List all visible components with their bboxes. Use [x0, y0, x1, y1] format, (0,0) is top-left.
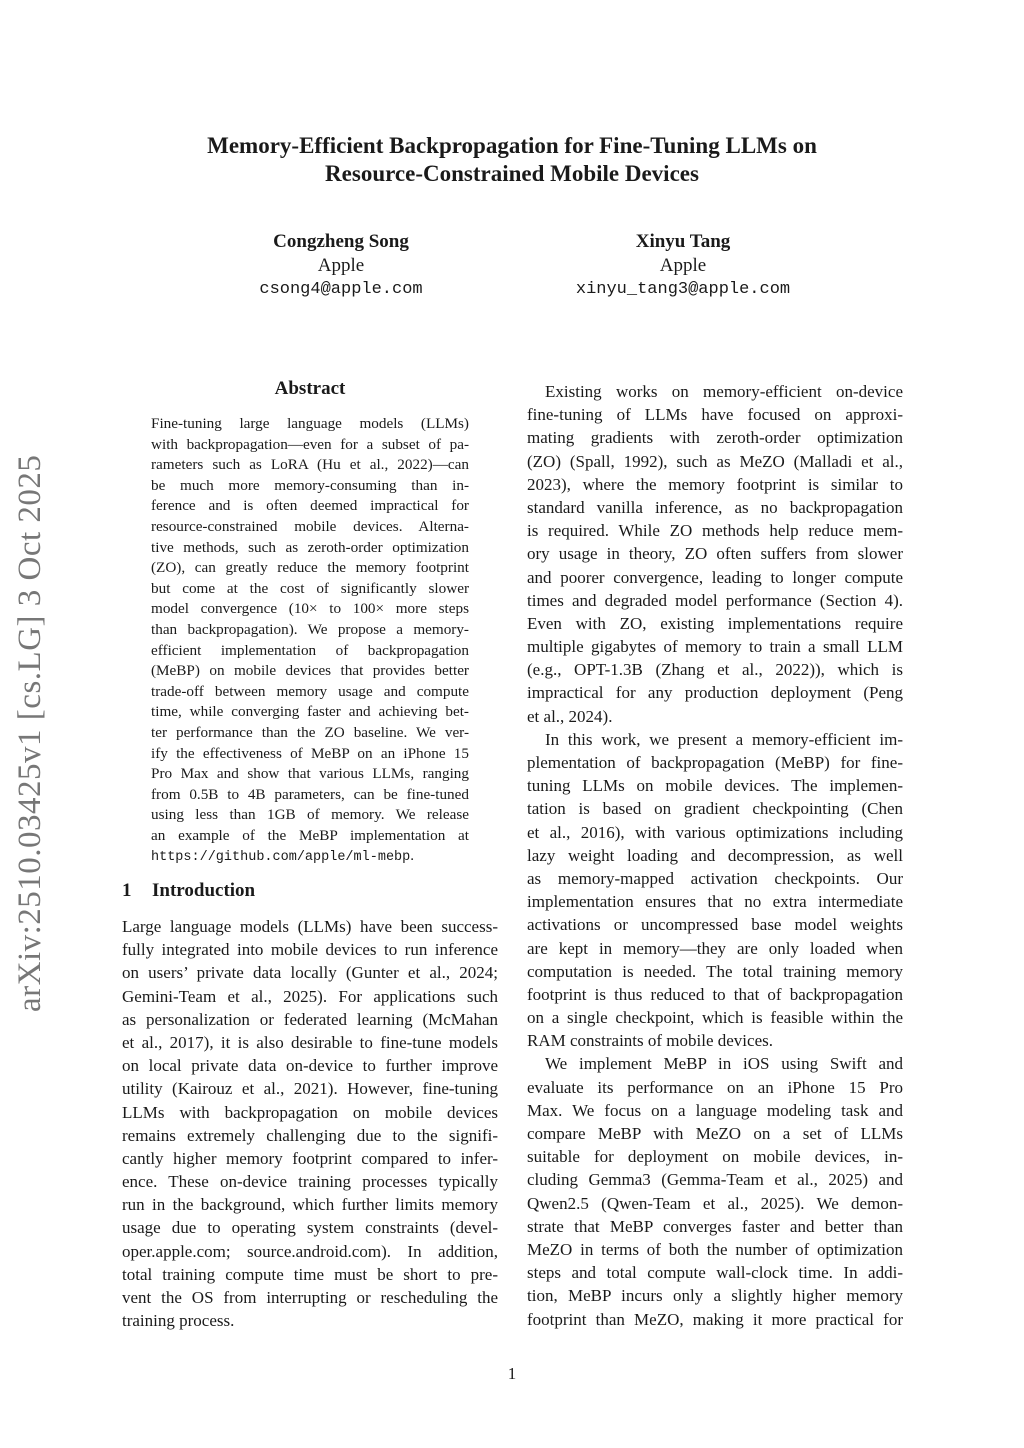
author-affiliation: Apple: [659, 255, 707, 276]
text-line: et al., 2016), with various optimizations including: [527, 822, 903, 842]
text-line: steps and total compute wall-clock time. In addi-: [527, 1263, 903, 1283]
text-line: (ZO), can greatly reduce the memory footprint: [151, 559, 469, 577]
paper-title: [0, 132, 1024, 188]
text-line: usage due to operating system constraints (devel-: [122, 1218, 498, 1238]
text-line: Large language models (LLMs) have been success-: [122, 917, 498, 936]
url-punctuation: .: [410, 847, 415, 865]
text-line: evaluate its performance on an iPhone 15 Pro: [527, 1077, 903, 1097]
text-line: but come at the cost of significantly slower: [151, 579, 469, 597]
text-line: MeZO in terms of both the number of optimization: [527, 1239, 903, 1259]
text-line: resource-constrained mobile devices. Alterna-: [151, 517, 469, 535]
text-line: with backpropagation—even for a subset of pa-: [151, 435, 469, 453]
text-line: ory usage in theory, ZO often suffers from slower: [527, 544, 903, 564]
text-line: tation is based on gradient checkpointing (Chen: [527, 799, 903, 819]
page-number: 1: [507, 1364, 517, 1383]
text-line: (e.g., OPT-1.3B (Zhang et al., 2022)), which is: [527, 660, 903, 680]
text-line: et al., 2017), it is also desirable to fine-tune models: [122, 1032, 498, 1052]
text-line: efficient implementation of backpropagation: [151, 641, 469, 659]
text-line: Pro Max and show that various LLMs, ranging: [151, 765, 469, 783]
text-line: as personalization or federated learning (McMahan: [122, 1009, 498, 1029]
text-line: fully integrated into mobile devices to run inference: [122, 940, 498, 960]
text-line: using less than 1GB of memory. We release: [151, 806, 469, 824]
author-name: Xinyu Tang: [635, 231, 731, 252]
text-line: on local private data on-device to further improve: [122, 1056, 498, 1076]
text-line: cluding Gemma3 (Gemma-Team et al., 2025) and: [527, 1170, 903, 1190]
text-line: We implement MeBP in iOS using Swift and: [545, 1054, 903, 1074]
intro-right-column: [527, 380, 903, 1331]
text-line: compare MeBP with MeZO on a set of LLMs: [527, 1124, 903, 1143]
text-line: [151, 846, 469, 867]
text-line: implementation ensures that no extra intermediate: [527, 892, 903, 912]
text-line: times and degraded model performance (Section 4).: [527, 590, 903, 610]
text-line: are kept in memory—they are only loaded when: [527, 938, 903, 958]
text-line: lazy weight loading and decompression, as well: [527, 845, 903, 865]
text-line: vent the OS from interrupting or rescheduling the: [122, 1288, 498, 1307]
repository-link[interactable]: https://github.com/apple/ml-mebp: [151, 850, 411, 866]
text-line: footprint is thus reduced to that of backpropagation: [527, 984, 903, 1004]
text-line: mating gradients with zeroth-order optimization: [527, 428, 903, 448]
text-line: suitable for deployment on mobile devices, in-: [527, 1147, 903, 1167]
text-line: training process.: [122, 1311, 235, 1331]
text-line: Existing works on memory-efficient on-device: [545, 382, 903, 401]
title-line-1: Memory-Efficient Backpropagation for Fine-Tuning LLMs on: [207, 133, 817, 158]
text-line: standard vanilla inference, as no backpropagation: [527, 497, 903, 517]
text-line: Fine-tuning large language models (LLMs): [151, 415, 469, 432]
section-number: 1: [122, 880, 132, 901]
text-line: impractical for any production deployment (Peng: [527, 683, 903, 703]
text-line: ence. These on-device training processes typically: [122, 1172, 498, 1192]
text-line: run in the background, which further limits memory: [122, 1195, 498, 1215]
text-line: In this work, we present a memory-efficient im-: [545, 729, 903, 749]
text-line: time, while converging faster and achieving bet-: [151, 703, 469, 721]
text-line: Even with ZO, existing implementations require: [527, 613, 903, 633]
author-affiliation: Apple: [317, 255, 365, 276]
text-line: on a single checkpoint, which is feasible within the: [527, 1008, 903, 1028]
author-block-1: [191, 230, 491, 302]
text-line: tuning LLMs on mobile devices. The implemen-: [527, 776, 903, 796]
text-line: (ZO) (Spall, 1992), such as MeZO (Malladi et al.,: [527, 451, 903, 471]
text-line: plementation of backpropagation (MeBP) for fine-: [527, 753, 903, 772]
text-line: tion, MeBP incurs only a slightly higher memory: [527, 1286, 903, 1306]
text-line: from 0.5B to 4B parameters, can be fine-tuned: [151, 785, 469, 803]
text-line: ter performance than the ZO baseline. We ver-: [151, 723, 469, 741]
intro-left-column: [122, 915, 498, 1332]
text-line: computation is needed. The total training memory: [527, 961, 903, 981]
text-line: Gemini-Team et al., 2025). For applications such: [122, 986, 498, 1006]
author-block-2: [533, 230, 833, 302]
text-line: trade-off between memory usage and compute: [151, 682, 469, 700]
text-line: multiple gigabytes of memory to train a small LLM: [527, 637, 903, 657]
section-heading: [122, 880, 255, 902]
text-line: strate that MeBP converges faster and better than: [527, 1216, 903, 1236]
text-line: cantly higher memory footprint compared to infer-: [122, 1148, 498, 1168]
text-line: LLMs with backpropagation on mobile devices: [122, 1102, 498, 1122]
text-line: et al., 2024).: [527, 706, 613, 726]
arxiv-identifier: arXiv:2510.03425v1 [cs.LG] 3 Oct 2025: [12, 454, 48, 1012]
text-line: ference and is often deemed impractical for: [151, 497, 469, 515]
text-line: an example of the MeBP implementation at: [151, 826, 469, 844]
text-line: 2023), where the memory footprint is similar to: [527, 474, 903, 494]
text-line: rameters such as LoRA (Hu et al., 2022)—can: [151, 456, 469, 474]
section-title: Introduction: [152, 880, 256, 901]
text-line: is required. While ZO methods help reduce mem-: [527, 521, 903, 541]
text-line: oper.apple.com; source.android.com). In addition,: [122, 1241, 498, 1261]
author-email: csong4@apple.com: [259, 280, 423, 299]
text-line: remains extremely challenging due to the signifi-: [122, 1125, 498, 1145]
text-line: and poorer convergence, leading to longer compute: [527, 567, 903, 587]
author-name: Congzheng Song: [273, 231, 409, 252]
text-line: as memory-mapped activation checkpoints. Our: [527, 868, 903, 888]
text-line: on users’ private data locally (Gunter et al., 2024;: [122, 963, 498, 983]
text-line: utility (Kairouz et al., 2021). However, fine-tuning: [122, 1079, 498, 1099]
text-line: activations or uncompressed base model weights: [527, 915, 903, 935]
text-line: Max. We focus on a language modeling task and: [527, 1100, 903, 1120]
text-line: total training compute time must be short to pre-: [122, 1264, 498, 1284]
text-line: (MeBP) on mobile devices that provides better: [151, 662, 469, 680]
author-email: xinyu_tang3@apple.com: [575, 280, 791, 299]
abstract-body: [151, 414, 469, 867]
abstract-heading: Abstract: [274, 378, 346, 399]
text-line: ify the effectiveness of MeBP on an iPhone 15: [151, 744, 469, 762]
text-line: tive methods, such as zeroth-order optimization: [151, 538, 469, 556]
text-line: model convergence (10× to 100× more steps: [151, 600, 469, 618]
text-line: than backpropagation). We propose a memory-: [151, 620, 469, 638]
text-line: RAM constraints of mobile devices.: [527, 1031, 773, 1051]
text-line: fine-tuning of LLMs have focused on approxi-: [527, 405, 903, 425]
text-line: Qwen2.5 (Qwen-Team et al., 2025). We demon-: [527, 1193, 903, 1213]
text-line: footprint than MeZO, making it more practical for: [527, 1309, 903, 1329]
text-line: be much more memory-consuming than in-: [151, 476, 469, 494]
title-line-2: Resource-Constrained Mobile Devices: [325, 161, 699, 186]
